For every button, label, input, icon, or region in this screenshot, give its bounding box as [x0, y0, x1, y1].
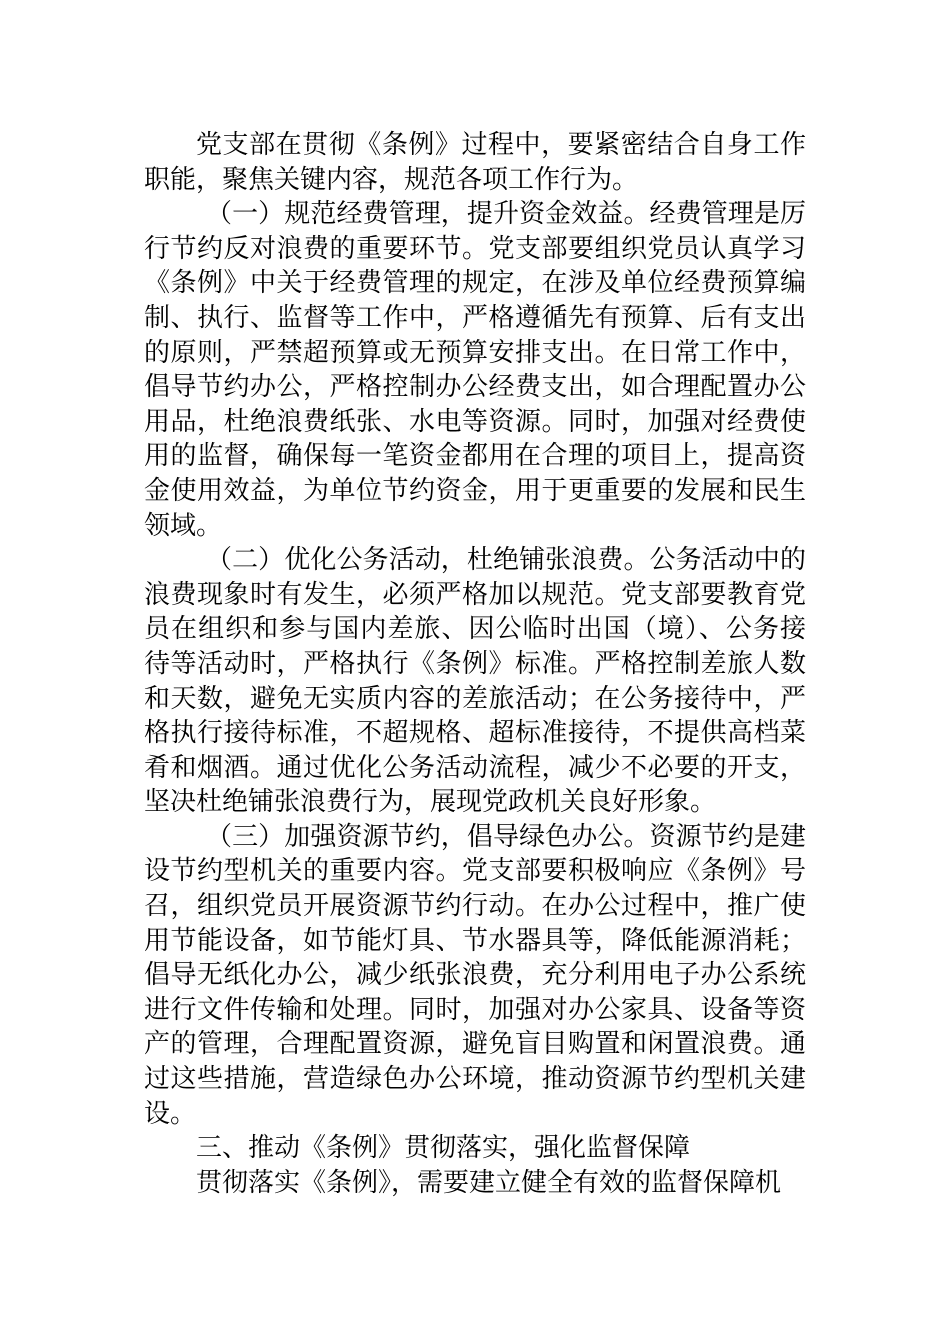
document-body: [144, 128, 806, 1200]
section-heading: 三、推动《条例》贯彻落实，强化监督保障: [196, 1133, 691, 1164]
paragraph-resource-saving: （三）加强资源节约，倡导绿色办公。资源节约是建设节约型机关的重要内容。党支部要积极响应《条例》号召，组织党员开展资源节约行动。在办公过程中，推广使用节能设备，如节能灯具、节水器具等，降低能源消耗；倡导无纸化办公，减少纸张浪费，充分利用电子办公系统进行文件传输和处理。同时，加强对办公家具、设备等资产的管理，合理配置资源，避免盲目购置和闲置浪费。通过这些措施，营造绿色办公环境，推动资源节约型机关建设。: [144, 821, 806, 1129]
paragraph-funds-management: （一）规范经费管理，提升资金效益。经费管理是厉行节约反对浪费的重要环节。党支部要组织党员认真学习《条例》中关于经费管理的规定，在涉及单位经费预算编制、执行、监督等工作中，严格遵循先有预算、后有支出的原则，严禁超预算或无预算安排支出。在日常工作中，倡导节约办公，严格控制办公经费支出，如合理配置办公用品，杜绝浪费纸张、水电等资源。同时，加强对经费使用的监督，确保每一笔资金都用在合理的项目上，提高资金使用效益，为单位节约资金，用于更重要的发展和民生领域。: [144, 199, 806, 541]
paragraph-official-activities: （二）优化公务活动，杜绝铺张浪费。公务活动中的浪费现象时有发生，必须严格加以规范。党支部要教育党员在组织和参与国内差旅、因公临时出国（境）、公务接待等活动时，严格执行《条例》标准。严格控制差旅人数和天数，避免无实质内容的差旅活动；在公务接待中，严格执行接待标准，不超规格、超标准接待，不提供高档菜肴和烟酒。通过优化公务活动流程，减少不必要的开支，坚决杜绝铺张浪费行为，展现党政机关良好形象。: [144, 545, 806, 818]
closing-paragraph: 贯彻落实《条例》，需要建立健全有效的监督保障机: [196, 1167, 782, 1198]
intro-paragraph: 党支部在贯彻《条例》过程中，要紧密结合自身工作职能，聚焦关键内容，规范各项工作行为。: [144, 130, 806, 195]
